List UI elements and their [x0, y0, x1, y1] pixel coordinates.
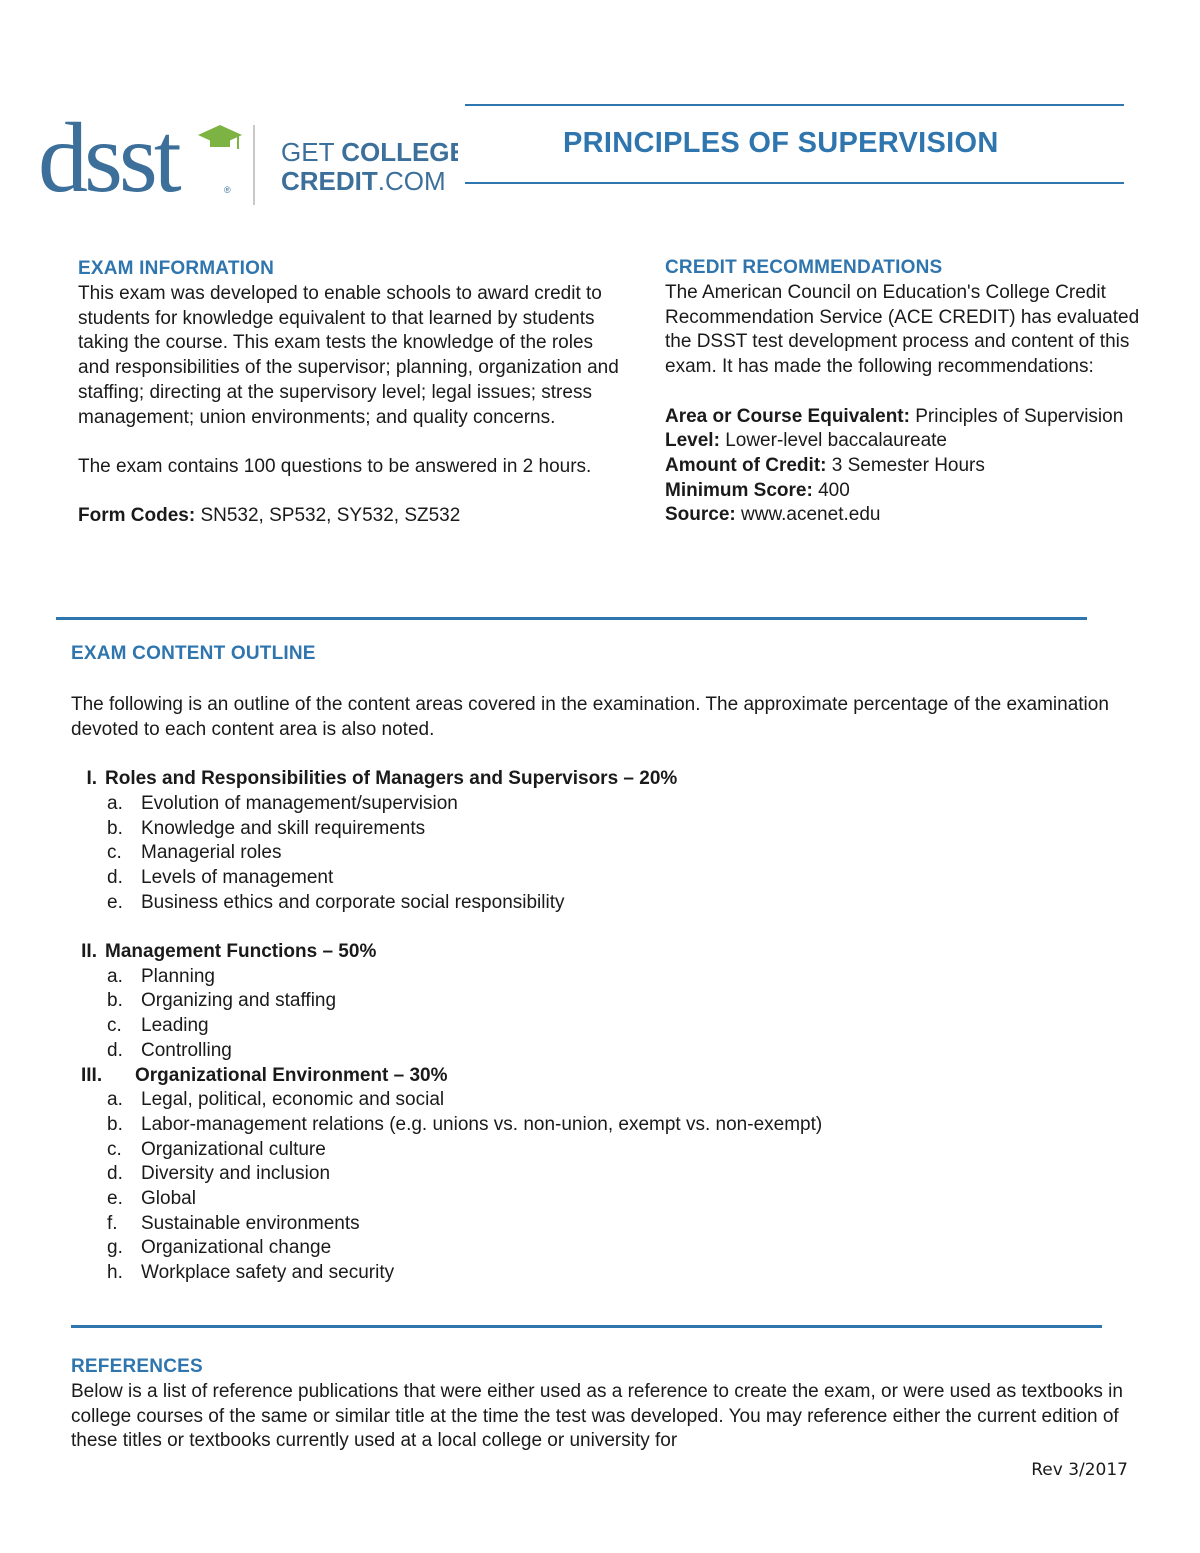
references-body: Below is a list of reference publications that were either used as a reference to create the exam, or were used as textbooks in college courses of the same or similar title at the time the test was developed. You may reference either the current edition of these titles or textbooks currently used at a local college or university for [71, 1381, 1123, 1452]
dsst-logo [38, 105, 458, 210]
outline-list-item [71, 1212, 1141, 1237]
outline-list-item [71, 965, 1141, 990]
outline-item-letter: c. [107, 1015, 122, 1037]
credit-source-label: Source: [665, 504, 736, 526]
section-divider-2 [71, 1325, 1102, 1328]
references-section [71, 1356, 1131, 1454]
outline-item-letter: h. [107, 1262, 123, 1284]
outline-item-letter: d. [107, 1163, 123, 1185]
credit-amount-value: 3 Semester Hours [826, 454, 985, 476]
outline-intro: The following is an outline of the content areas covered in the examination. The approximate percentage of the examination devoted to each content area is also noted. [71, 694, 1109, 740]
outline-list-item [71, 1039, 1141, 1064]
course-equivalent [665, 405, 1150, 430]
outline-section-title: Roles and Responsibilities of Managers and Supervisors – 20% [105, 768, 678, 790]
outline-item-text: Organizational culture [141, 1138, 326, 1160]
outline-list-item [71, 817, 1141, 842]
course-equivalent-value: Principles of Supervision [909, 405, 1124, 427]
exam-question-count: The exam contains 100 questions to be answered in 2 hours. [78, 455, 592, 477]
exam-information-heading: EXAM INFORMATION [78, 258, 275, 279]
references-heading: REFERENCES [71, 1356, 203, 1377]
outline-section-title: Management Functions – 50% [105, 941, 377, 962]
outline-item-letter: b. [107, 990, 123, 1012]
outline-item-text: Global [141, 1188, 196, 1210]
outline-item-text: Leading [141, 1015, 209, 1037]
outline-list-item [71, 1187, 1141, 1212]
outline-item-text: Business ethics and corporate social responsibility [141, 891, 565, 913]
svg-text:®: ® [224, 185, 231, 195]
outline-item-text: Knowledge and skill requirements [141, 817, 426, 839]
title-rule-top [465, 104, 1124, 106]
outline-list [71, 767, 1141, 1286]
outline-section-number: III. [81, 1064, 103, 1086]
outline-item-text: Workplace safety and security [141, 1262, 395, 1284]
outline-list-item [71, 1162, 1141, 1187]
logo-graphic [38, 105, 458, 210]
credit-recommendations-heading: CREDIT RECOMMENDATIONS [665, 257, 943, 278]
outline-item-text: Levels of management [141, 866, 334, 888]
outline-item-letter: a. [107, 965, 123, 987]
outline-item-letter: e. [107, 891, 123, 913]
credit-amount-label: Amount of Credit: [665, 454, 827, 476]
section-divider-1 [56, 617, 1087, 620]
outline-list-item [71, 1113, 1141, 1138]
outline-item-text: Evolution of management/supervision [141, 792, 458, 814]
outline-list-item [71, 1014, 1141, 1039]
logo-tagline-line2: CREDIT.COM [281, 166, 446, 196]
outline-list-item [71, 841, 1141, 866]
page-title: PRINCIPLES OF SUPERVISION [563, 127, 999, 159]
graduation-cap-icon [198, 125, 242, 149]
credit-level-label: Level: [665, 430, 720, 452]
outline-section-heading [71, 767, 1141, 792]
exam-information-body [78, 282, 623, 529]
credit-description: The American Council on Education's College Credit Recommendation Service (ACE CREDIT) has evaluated the DSST test development process and content of this exam. It has made the following recommendations: [665, 282, 1140, 378]
form-codes-value: SN532, SP532, SY532, SZ532 [195, 505, 461, 527]
outline-item-text: Diversity and inclusion [141, 1163, 331, 1185]
credit-recommendations-section [665, 257, 1150, 528]
credit-level [665, 429, 1150, 454]
outline-item-text: Legal, political, economic and social [141, 1089, 445, 1111]
outline-item-letter: f. [107, 1212, 118, 1234]
outline-item-text: Planning [141, 965, 215, 987]
exam-content-outline-section [71, 643, 1141, 1286]
form-codes [78, 504, 623, 529]
credit-recommendations-body [665, 281, 1150, 528]
credit-source-link[interactable]: www.acenet.edu [735, 504, 881, 526]
outline-list-item [71, 1138, 1141, 1163]
logo-tagline-line1: GET COLLEGE [281, 137, 458, 167]
outline-item-letter: g. [107, 1237, 123, 1259]
exam-description: This exam was developed to enable schools to award credit to students for knowledge equivalent to that learned by students taking the course. This exam tests the knowledge of the roles and responsibilities of the supervisor; planning, organization and staffing; directing at the supervisory level; legal issues; stress management; union environments; and quality concerns. [78, 283, 619, 428]
outline-item-text: Organizational change [141, 1237, 332, 1259]
course-equivalent-label: Area or Course Equivalent: [665, 405, 910, 427]
outline-item-letter: c. [107, 842, 122, 864]
outline-item-letter: e. [107, 1188, 123, 1210]
outline-section-heading [71, 1064, 1141, 1089]
outline-list-item [71, 866, 1141, 891]
credit-level-value: Lower-level baccalaureate [719, 430, 947, 452]
outline-section-heading [71, 940, 1141, 965]
outline-item-text: Controlling [141, 1039, 232, 1061]
form-codes-label: Form Codes: [78, 505, 196, 527]
outline-item-text: Organizing and staffing [141, 990, 337, 1012]
outline-item-text: Managerial roles [141, 842, 282, 864]
outline-item-letter: a. [107, 792, 123, 814]
outline-item-letter: d. [107, 866, 123, 888]
revision-date: Rev 3/2017 [1031, 1460, 1128, 1480]
outline-item-letter: c. [107, 1138, 122, 1160]
outline-list-item [71, 1236, 1141, 1261]
outline-list-item [71, 1261, 1141, 1286]
title-rule-bottom [465, 182, 1124, 184]
outline-section-number: I. [86, 768, 97, 790]
outline-list-item [71, 891, 1141, 916]
outline-section-title: Organizational Environment – 30% [135, 1064, 448, 1086]
outline-list-item [71, 1088, 1141, 1113]
credit-amount [665, 454, 1150, 479]
outline-item-letter: d. [107, 1039, 123, 1061]
minimum-score-value: 400 [812, 479, 850, 501]
minimum-score [665, 479, 1150, 504]
outline-section-number: II. [81, 941, 97, 962]
outline-item-letter: b. [107, 1113, 123, 1135]
credit-source [665, 503, 1150, 528]
outline-list-item [71, 792, 1141, 817]
logo-wordmark: dsst [38, 105, 178, 210]
outline-item-text: Sustainable environments [141, 1212, 360, 1234]
exam-information-section [78, 258, 623, 529]
exam-content-outline-heading: EXAM CONTENT OUTLINE [71, 643, 316, 664]
outline-list-item [71, 989, 1141, 1014]
outline-item-letter: a. [107, 1089, 123, 1111]
outline-item-letter: b. [107, 817, 123, 839]
outline-item-text: Labor-management relations (e.g. unions vs. non-union, exempt vs. non-exempt) [141, 1113, 823, 1135]
minimum-score-label: Minimum Score: [665, 479, 813, 501]
